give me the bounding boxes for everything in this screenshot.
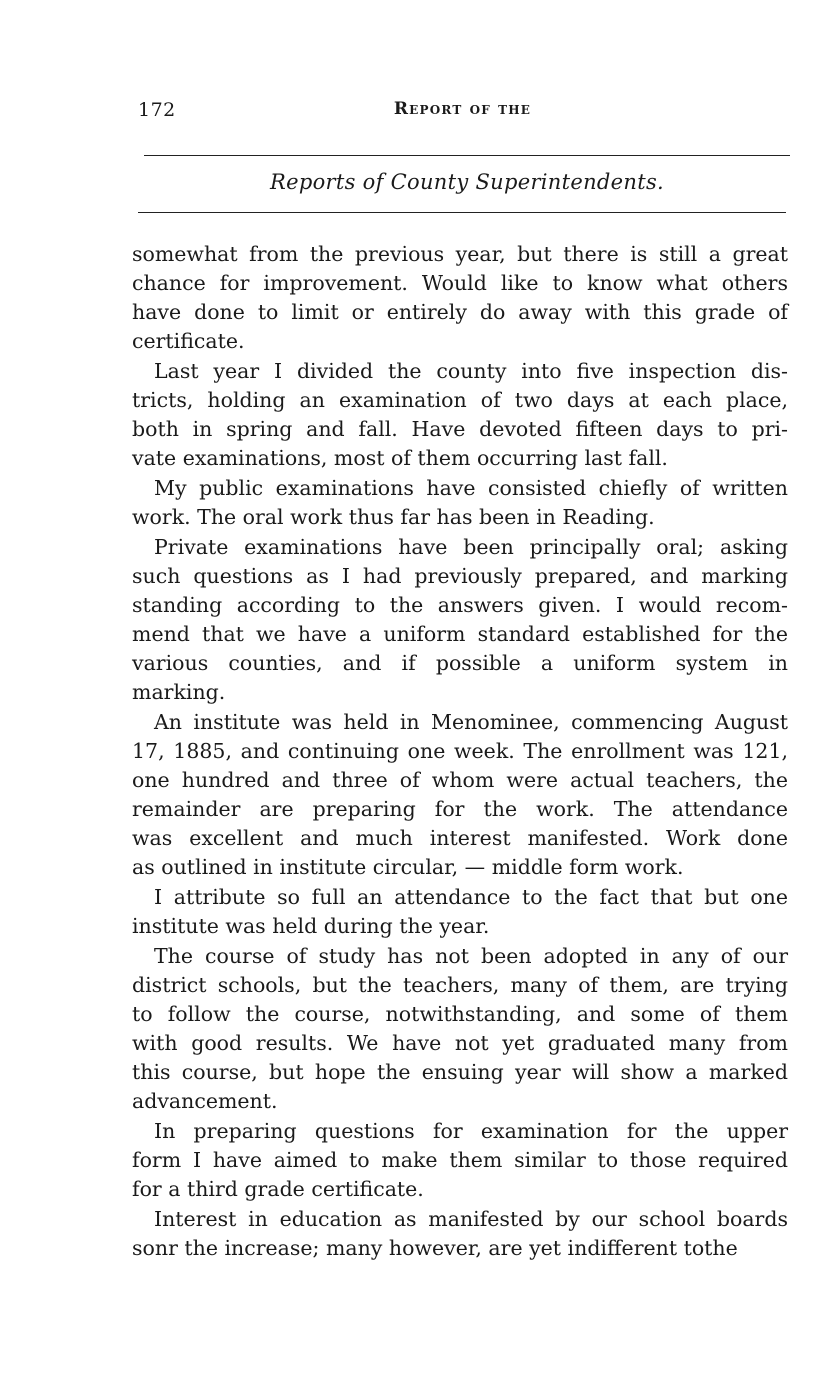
text-line: Interest in education as manifested by our school boards bbox=[154, 1207, 788, 1231]
text-line: Last year I divided the county into five inspection dis- bbox=[154, 359, 788, 383]
paragraph bbox=[132, 1205, 788, 1263]
text-line: I attribute so full an attendance to the fact that but one bbox=[154, 885, 788, 909]
text-line: My public examinations have consisted chiefly of written bbox=[154, 476, 788, 500]
header-rule-top bbox=[144, 155, 790, 156]
text-line: standing according to the answers given. I would recom- bbox=[132, 593, 788, 617]
paragraph bbox=[132, 474, 788, 532]
paragraph bbox=[132, 708, 788, 882]
text-line: marking. bbox=[132, 680, 226, 704]
paragraph bbox=[132, 883, 788, 941]
text-line: have done to limit or entirely do away with this grade of bbox=[132, 300, 788, 324]
text-line: vate examinations, most of them occurring last fall. bbox=[132, 446, 668, 470]
text-line: this course, but hope the ensuing year will show a marked bbox=[132, 1060, 788, 1084]
text-line: was excellent and much interest manifested. Work done bbox=[132, 826, 788, 850]
text-line: to follow the course, notwithstanding, and some of them bbox=[132, 1002, 788, 1026]
text-line: various counties, and if possible a uniform system in bbox=[132, 651, 788, 675]
paragraph bbox=[132, 942, 788, 1116]
text-line: for a third grade certificate. bbox=[132, 1177, 424, 1201]
text-line: advancement. bbox=[132, 1089, 278, 1113]
text-line: with good results. We have not yet graduated many from bbox=[132, 1031, 788, 1055]
text-line: chance for improvement. Would like to know what others bbox=[132, 271, 788, 295]
text-line: institute was held during the year. bbox=[132, 914, 490, 938]
header-rule-bottom bbox=[138, 212, 786, 213]
paragraph bbox=[132, 533, 788, 707]
text-line: An institute was held in Menominee, commencing August bbox=[154, 710, 788, 734]
text-line: district schools, but the teachers, many of them, are trying bbox=[132, 973, 788, 997]
text-line: Private examinations have been principally oral; asking bbox=[154, 535, 788, 559]
text-line: mend that we have a uniform standard established for the bbox=[132, 622, 788, 646]
text-line: form I have aimed to make them similar to those required bbox=[132, 1148, 788, 1172]
body-text bbox=[132, 240, 788, 1264]
text-line: such questions as I had previously prepared, and marking bbox=[132, 564, 788, 588]
text-line: somewhat from the previous year, but there is still a great bbox=[132, 242, 788, 266]
section-title: Reports of County Superintendents. bbox=[269, 170, 665, 194]
text-line: certificate. bbox=[132, 329, 245, 353]
text-line: as outlined in institute circular, — middle form work. bbox=[132, 855, 684, 879]
text-line: remainder are preparing for the work. The attendance bbox=[132, 797, 788, 821]
text-line: In preparing questions for examination for the upper bbox=[154, 1119, 788, 1143]
text-line: sonr the increase; many however, are yet indifferent tothe bbox=[132, 1236, 738, 1260]
text-line: one hundred and three of whom were actual teachers, the bbox=[132, 768, 788, 792]
text-line: The course of study has not been adopted in any of our bbox=[154, 944, 788, 968]
text-line: tricts, holding an examination of two days at each place, bbox=[132, 388, 788, 412]
text-line: 17, 1885, and continuing one week. The enrollment was 121, bbox=[132, 739, 788, 763]
page-number: 172 bbox=[138, 99, 176, 121]
paragraph bbox=[132, 240, 788, 356]
text-line: work. The oral work thus far has been in Reading. bbox=[132, 505, 655, 529]
paragraph bbox=[132, 357, 788, 473]
running-head: Report of the bbox=[393, 99, 532, 119]
text-line: both in spring and fall. Have devoted fifteen days to pri- bbox=[132, 417, 788, 441]
paragraph bbox=[132, 1117, 788, 1204]
